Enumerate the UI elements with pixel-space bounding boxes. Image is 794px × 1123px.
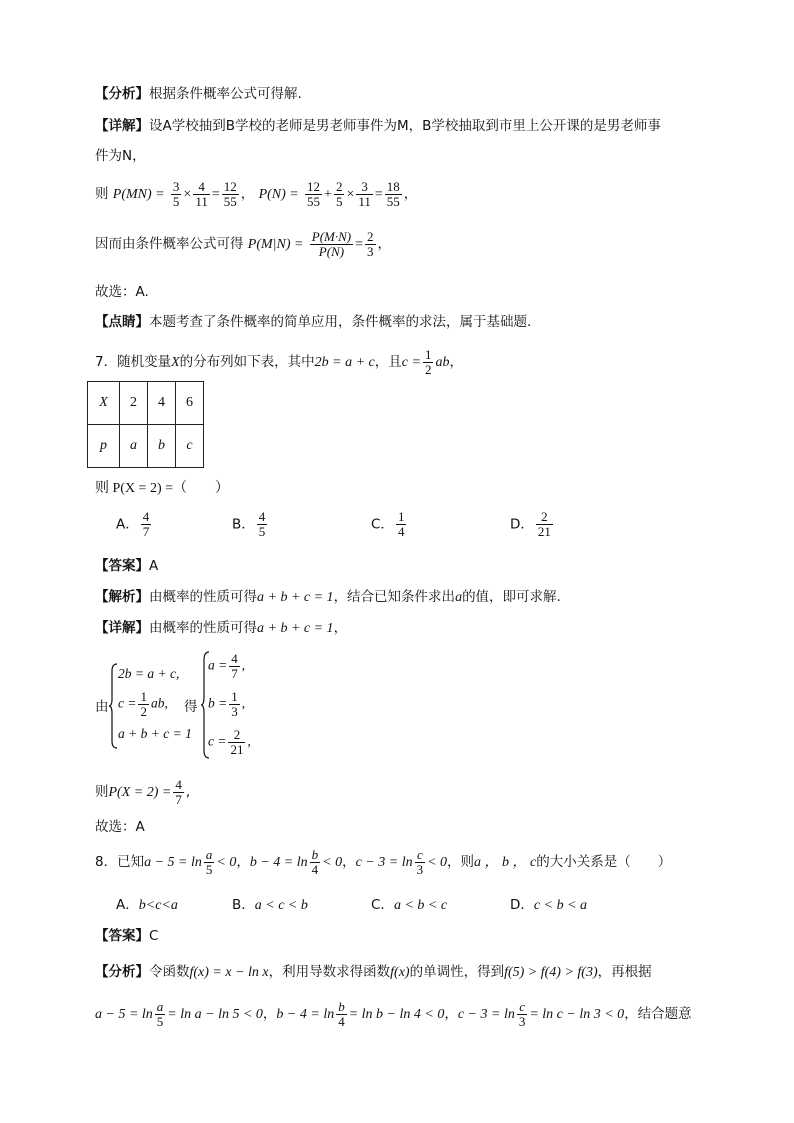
formula: a + b + c = 1 [118,726,192,741]
formula: 2b = a + c [314,355,375,370]
option-label: A． [116,897,139,913]
option-d [510,893,587,914]
detail-text: 设A学校抽到B学校的老师是男老师事件为M，B学校抽取到市里上公开课的是男老师事 [149,118,661,134]
text: 得 [184,699,198,715]
option-label: B． [232,897,255,913]
formula: a − 5 = ln [144,855,202,870]
table-cell: b [148,425,176,468]
analysis-line-2 [95,998,692,1031]
analysis-line-1 [95,962,652,983]
text: , [241,657,246,673]
fraction [310,230,353,259]
numerator: c [517,1000,528,1015]
formula: ab [435,355,450,370]
numerator: 1 [397,509,405,524]
numerator: 3 [172,178,180,194]
fraction [171,180,182,209]
question-7-ask [95,478,229,499]
denominator: 7 [142,524,150,539]
denominator: 21 [537,524,551,539]
answer-line [95,556,158,576]
option-label: A． [116,516,139,533]
detail-line [95,618,347,639]
formula: f(x) [390,965,410,980]
text: 的大小关系是（ ） [536,854,672,870]
table-cell: X [88,382,120,425]
text: 故选：A [95,819,145,835]
option-c [371,510,408,539]
denominator: 7 [175,791,182,807]
detail-line-2 [95,146,146,166]
probability-mn-line: 则 P(MN) = $\frac{3}{5}$ × $\frac{4}{11}$ = $\frac{12}{55}$ ， P(N) = $\frac{12}{55}$ + $\frac{2}{5}$ × $\frac{3}{11}$ = $\frac{18}{55}$ ， [95,178,418,209]
formula: < 0 [216,855,237,870]
formula: = ln b − ln 4 < 0 [348,1007,445,1022]
formula: c − 3 = ln [457,1007,515,1022]
fraction [385,180,402,209]
numerator: 4 [142,509,150,524]
option-a [116,510,153,539]
numerator: 3 [356,180,373,195]
denominator: 4 [311,861,319,877]
option-text: a < b < c [393,898,448,913]
text: ， [333,620,348,636]
answer-value: C [149,928,159,944]
formula: a ， b ， c [474,855,537,870]
variable: X [171,355,180,370]
analysis-line [95,587,561,608]
text: 的单调性，得到 [409,964,505,980]
numerator: 2 [536,510,553,525]
formula: a = [208,657,228,673]
analysis-tag: 【分析】 [95,964,149,980]
numerator: 4 [193,180,210,195]
denominator: 7 [231,666,238,681]
denominator: 5 [335,193,343,209]
denominator: 3 [518,1013,526,1029]
fraction [536,510,553,539]
option-label: C． [371,897,394,913]
fraction [138,690,149,719]
formula: < 0 [322,855,343,870]
numerator: P(M·N) [311,228,352,244]
text: , [241,695,246,711]
comment-line [95,312,531,332]
denominator: 4 [338,1013,345,1029]
option-label: D． [510,516,534,533]
text: 则 P(X = 2) =（ ） [95,481,230,496]
denominator: 4 [397,524,405,539]
formula: b − 4 = ln [249,855,308,870]
text: 由 [95,699,109,715]
text: 故选：A. [95,284,149,300]
analysis-text: 根据条件概率公式可得解. [149,86,302,102]
formula: = ln c − ln 3 < 0 [529,1007,625,1022]
table-row [88,382,204,425]
denominator: 55 [223,193,237,209]
numerator: a [205,846,213,862]
option-b [232,510,269,539]
option-d [510,510,555,539]
denominator: 2 [424,361,432,377]
system-eq-2 [118,690,168,719]
formula: P(N) = [258,187,299,202]
detail-line-1 [95,116,661,136]
numerator: a [156,998,164,1014]
fraction [173,778,184,807]
formula: f(5) > f(4) > f(3) [504,965,598,980]
fraction [365,230,376,259]
table-cell: p [88,425,120,468]
option-a [116,893,178,914]
variable: a [455,590,463,605]
text: 7．随机变量 [95,354,172,370]
system-eq-1 [118,666,179,682]
option-label: D． [510,897,534,913]
denominator: 5 [205,861,213,877]
formula: 2b = a + c, [118,666,180,681]
detail-text: 件为N， [95,148,146,164]
formula: = ln a − ln 5 < 0 [167,1007,263,1022]
left-brace-icon [108,663,118,749]
text: 的值，即可求解. [462,589,561,605]
table-cell: a [120,425,148,468]
fraction [305,180,322,209]
numerator: 2 [335,178,343,194]
distribution-table [87,381,204,468]
denominator: 5 [258,524,266,539]
table-cell: 2 [120,382,148,425]
text: 的分布列如下表，其中 [179,354,315,370]
formula: a + b + c = 1 [257,590,334,605]
formula: a − 5 = ln [95,1007,153,1022]
formula: c − 3 = ln [355,855,413,870]
numerator: 12 [307,178,321,194]
fraction [229,690,240,719]
formula: P(X = 2) = [108,785,172,800]
denominator: 3 [231,704,238,719]
numerator: 1 [231,689,238,704]
analysis-tag: 【解析】 [95,589,149,605]
formula: P(M|N) = [247,237,304,252]
conditional-probability-line: 因而由条件概率公式可得 P(M|N) = $\frac{P(M\cdot N)}{P(N)}$ = $\frac{2}{3}$ ， [95,228,392,259]
table-cell: 4 [148,382,176,425]
fraction [517,1000,528,1029]
formula: P(MN) = [112,187,165,202]
system-you [95,697,109,717]
answer-line [95,926,158,946]
fraction [336,1000,347,1029]
denominator: 3 [367,243,374,259]
denominator: 11 [358,193,371,209]
denominator: 5 [172,193,180,209]
text: ，且 [374,354,402,370]
numerator: 12 [223,178,237,194]
formula: b = [208,695,228,711]
text: ，利用导数求得函数 [268,964,391,980]
text: 因而由条件概率公式可得 [95,236,244,252]
text: ，结合题意 [624,1006,692,1022]
fraction [257,510,268,539]
denominator: P(N) [318,243,345,259]
answer-value: A [149,558,159,574]
result-line [95,776,190,809]
option-label: C． [371,516,394,533]
formula: b − 4 = ln [276,1007,335,1022]
numerator: 2 [228,728,245,743]
text: ， [262,1006,277,1022]
formula: c = [118,695,137,711]
fraction [204,848,215,877]
text: 令函数 [149,964,190,980]
option-text: c < b < a [533,898,588,913]
formula: < 0 [427,855,448,870]
formula: c = [401,355,421,370]
option-text: a < c < b [254,898,308,913]
fraction [423,348,434,377]
fraction [141,510,152,539]
detail-tag: 【详解】 [95,118,149,134]
numerator: b [338,998,345,1014]
numerator: b [311,846,319,862]
table-cell: 6 [176,382,204,425]
answer-tag: 【答案】 [95,558,149,574]
fraction [310,848,321,877]
numerator: 1 [424,346,432,362]
text: , [185,784,191,800]
denominator: 55 [307,193,321,209]
text: ，再根据 [597,964,652,980]
text: ， [449,354,463,370]
denominator: 5 [156,1013,164,1029]
fraction [155,1000,166,1029]
option-c [371,893,447,914]
fraction [396,510,407,539]
text: ， [236,854,250,870]
table-row [88,425,204,468]
fraction [415,848,426,877]
table-cell: c [176,425,204,468]
text: 本题考查了条件概率的简单应用，条件概率的求法，属于基础题. [149,314,532,330]
option-text: b<c<a [138,898,178,913]
numerator: 18 [386,178,400,194]
fraction [229,652,240,681]
denominator: 55 [386,193,400,209]
formula: c = [208,733,227,749]
text: 则 [95,186,109,202]
numerator: 4 [175,776,182,792]
denominator: 21 [230,742,244,757]
solution-b [208,690,245,719]
denominator: 3 [416,861,424,877]
fraction [193,180,210,209]
fraction [356,180,373,209]
text: 由概率的性质可得 [149,620,257,636]
formula: a + b + c = 1 [257,621,334,636]
text: ， [342,854,356,870]
solution-c [208,728,251,757]
question-8-stem [95,846,671,879]
option-b [232,893,308,914]
denominator: 2 [140,704,147,719]
choose-line [95,282,149,302]
text: , [247,733,251,749]
fraction [228,728,245,757]
question-7-stem [95,346,463,379]
numerator: c [415,848,426,863]
numerator: 1 [140,689,147,704]
system-de [184,697,198,717]
choose-line [95,817,145,837]
text: ，结合已知条件求出 [333,589,456,605]
numerator: 2 [367,228,374,244]
formula: ab, [150,695,168,711]
analysis-line [95,84,302,104]
fraction [222,180,239,209]
option-label: B． [232,516,255,533]
solution-a [208,652,245,681]
analysis-tag: 【分析】 [95,86,149,102]
comment-tag: 【点睛】 [95,314,149,330]
numerator: 4 [231,651,238,666]
formula: f(x) = x − ln x [189,965,269,980]
system-eq-3 [118,726,192,742]
text: 由概率的性质可得 [149,589,257,605]
text: ，则 [447,854,475,870]
answer-tag: 【答案】 [95,928,149,944]
detail-tag: 【详解】 [95,620,149,636]
text: 则 [95,784,109,800]
denominator: 11 [195,193,208,209]
numerator: 4 [258,509,266,524]
text: ， [444,1006,458,1022]
fraction [334,180,345,209]
text: 8．已知 [95,854,145,870]
